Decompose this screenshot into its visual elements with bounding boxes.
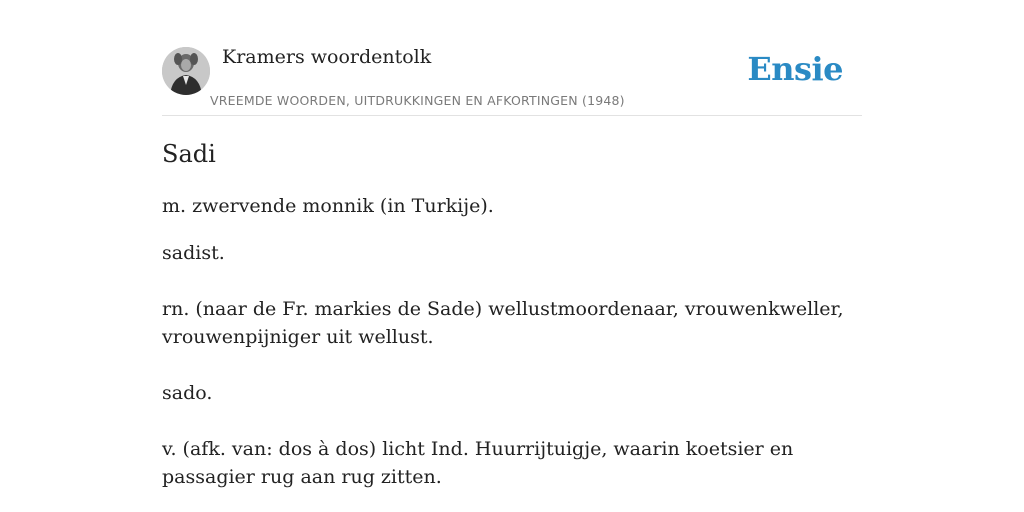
entry-content: [162, 192, 862, 491]
headword-paragraph: sado.: [162, 382, 213, 404]
definition-paragraph: v. (afk. van: dos à dos) licht Ind. Huurrijtuigje, waarin koetsier en passagier rug aan rug zitten.: [162, 438, 794, 488]
portrait-svg: [162, 47, 210, 95]
book-title[interactable]: Kramers woordentolk: [222, 46, 432, 68]
definition-paragraph: rn. (naar de Fr. markies de Sade) wellustmoordenaar, vrouwenkweller, vrouwenpijniger uit wellust.: [162, 298, 844, 348]
entry-title: Sadi: [162, 140, 216, 168]
definition-paragraph: m. zwervende monnik (in Turkije).: [162, 195, 494, 217]
ensie-logo[interactable]: Ensie: [747, 50, 843, 88]
book-subtitle: VREEMDE WOORDEN, UITDRUKKINGEN EN AFKORTINGEN (1948): [210, 93, 625, 108]
portrait-avatar-icon[interactable]: [162, 47, 210, 95]
page: [162, 0, 862, 512]
page-header: [162, 40, 862, 116]
headword-paragraph: sadist.: [162, 242, 225, 264]
